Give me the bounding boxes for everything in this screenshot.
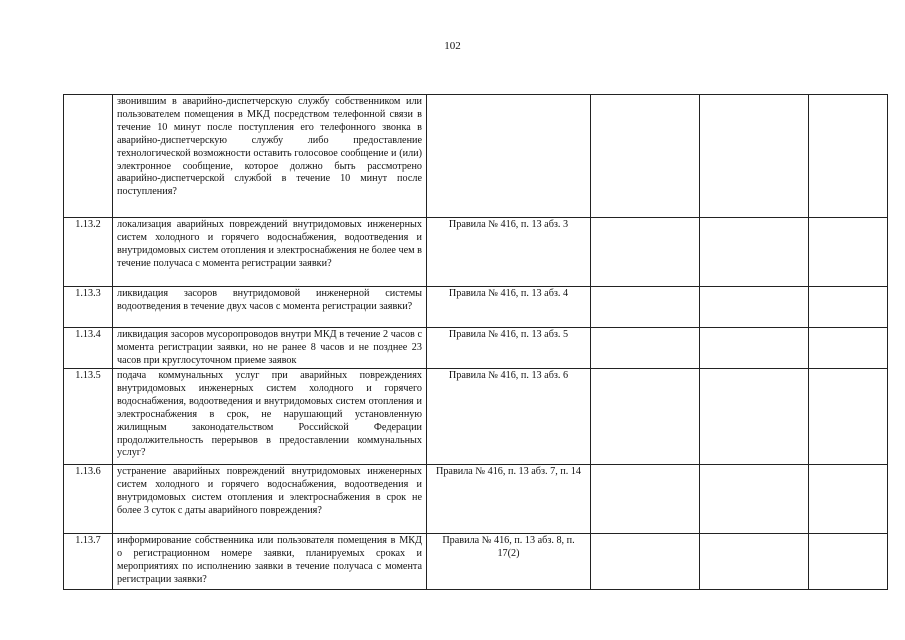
row-number: 1.13.4 [64, 328, 113, 369]
answer-cell [700, 465, 809, 534]
answer-cell [809, 328, 888, 369]
table-row [64, 95, 888, 218]
row-question: ликвидация засоров внутридомовой инженерной системы водоотведения в течение двух часов с момента регистрации заявки? [113, 287, 427, 328]
answer-cell [809, 465, 888, 534]
answer-cell [809, 95, 888, 218]
answer-cell [591, 534, 700, 590]
answer-cell [700, 534, 809, 590]
row-reference [427, 95, 591, 218]
answer-cell [591, 465, 700, 534]
row-reference: Правила № 416, п. 13 абз. 7, п. 14 [427, 465, 591, 534]
answer-cell [700, 369, 809, 465]
row-question: информирование собственника или пользователя помещения в МКД о регистрационном номере заявки, планируемых сроках и мероприятиях по исполнению заявки в течение получаса с момента регистрации заявки? [113, 534, 427, 590]
row-number: 1.13.5 [64, 369, 113, 465]
answer-cell [591, 328, 700, 369]
row-reference: Правила № 416, п. 13 абз. 8, п. 17(2) [427, 534, 591, 590]
answer-cell [591, 218, 700, 287]
page-number: 102 [444, 40, 461, 52]
checklist-table [63, 94, 888, 590]
row-question: ликвидация засоров мусоропроводов внутри МКД в течение 2 часов с момента регистрации заявки, но не ранее 8 часов и не позднее 23 часов при круглосуточном приеме заявок [113, 328, 427, 369]
row-reference: Правила № 416, п. 13 абз. 5 [427, 328, 591, 369]
row-number [64, 95, 113, 218]
answer-cell [700, 328, 809, 369]
row-question: устранение аварийных повреждений внутридомовых инженерных систем холодного и горячего водоснабжения, водоотведения и внутридомовых систем отопления и электроснабжения в срок не более 3 суток с даты аварийного повреждения? [113, 465, 427, 534]
table-row [64, 534, 888, 590]
row-reference: Правила № 416, п. 13 абз. 6 [427, 369, 591, 465]
table-row [64, 369, 888, 465]
row-reference: Правила № 416, п. 13 абз. 3 [427, 218, 591, 287]
answer-cell [591, 369, 700, 465]
answer-cell [591, 95, 700, 218]
table-row [64, 287, 888, 328]
answer-cell [700, 218, 809, 287]
answer-cell [700, 287, 809, 328]
table-row [64, 328, 888, 369]
row-number: 1.13.7 [64, 534, 113, 590]
row-number: 1.13.2 [64, 218, 113, 287]
row-number: 1.13.6 [64, 465, 113, 534]
row-reference: Правила № 416, п. 13 абз. 4 [427, 287, 591, 328]
row-question: звонившим в аварийно-диспетчерскую службу собственником или пользователем помещения в МКД посредством телефонной связи в течение 10 минут после поступления его телефонного звонка в аварийно-диспетчерскую службу либо предоставление технологической возможности оставить голосовое сообщение и (или) электронное сообщение, которое должно быть рассмотрено аварийно-диспетчерской службой в течение 10 минут после поступления? [113, 95, 427, 218]
answer-cell [591, 287, 700, 328]
table-row [64, 465, 888, 534]
answer-cell [809, 534, 888, 590]
answer-cell [809, 218, 888, 287]
row-number: 1.13.3 [64, 287, 113, 328]
answer-cell [809, 287, 888, 328]
row-question: локализация аварийных повреждений внутридомовых инженерных систем холодного и горячего водоснабжения, водоотведения и внутридомовых систем отопления и электроснабжения не более чем в течение получаса с момента регистрации заявки? [113, 218, 427, 287]
row-question: подача коммунальных услуг при аварийных повреждениях внутридомовых инженерных систем холодного и горячего водоснабжения, водоотведения и внутридомовых систем отопления и электроснабжения в срок, не нарушающий установленную жилищным законодательством Российской Федерации продолжительность перерывов в предоставлении коммунальных услуг? [113, 369, 427, 465]
answer-cell [809, 369, 888, 465]
answer-cell [700, 95, 809, 218]
table-row [64, 218, 888, 287]
